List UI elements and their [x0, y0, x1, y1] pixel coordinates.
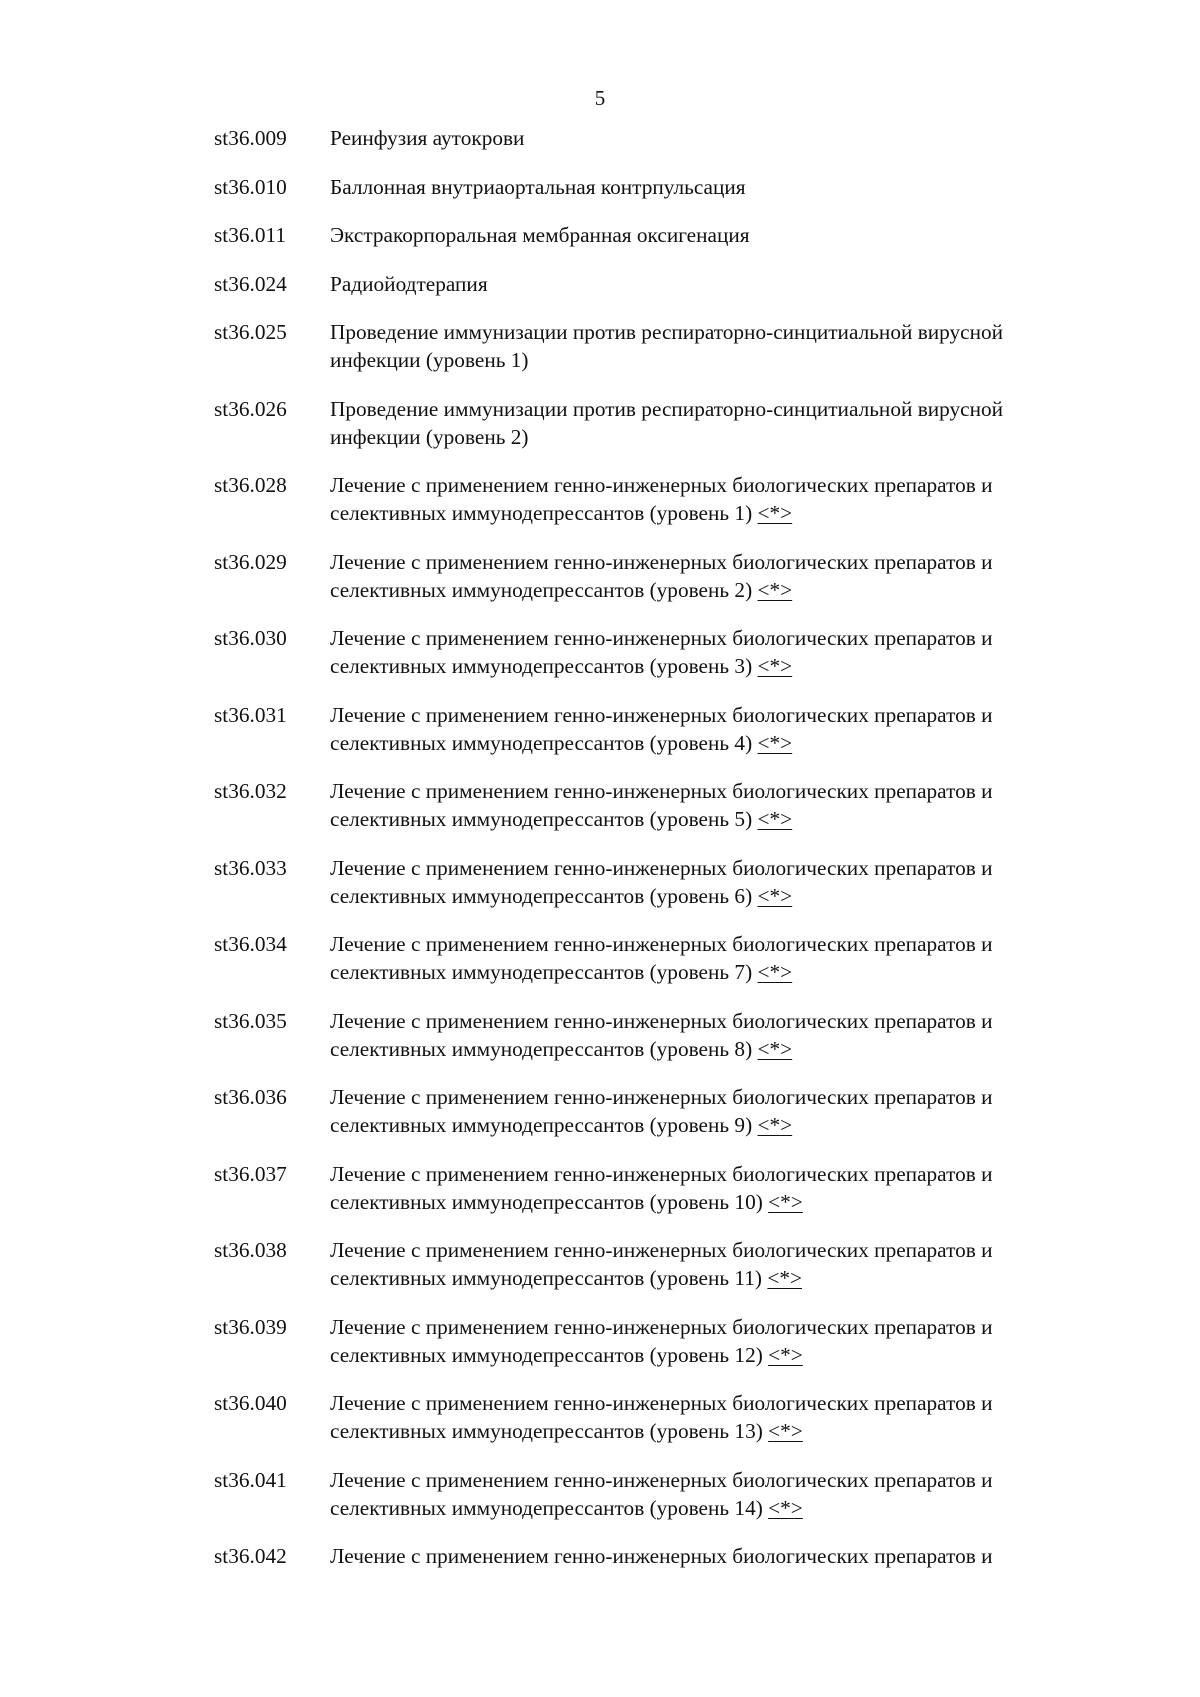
- entry-description-line: селективных иммунодепрессантов (уровень 13): [330, 1419, 763, 1443]
- entry-description: [330, 270, 1110, 298]
- entry-description-line: селективных иммунодепрессантов (уровень 4): [330, 730, 753, 755]
- entry-description-line: селективных иммунодепрессантов (уровень 1): [330, 501, 753, 525]
- entry-description-line: селективных иммунодепрессантов (уровень 7): [330, 960, 753, 984]
- entry-description: [330, 124, 1110, 152]
- entry-code: st36.030: [214, 626, 287, 650]
- entry-description: [330, 1466, 1110, 1522]
- entry-description-line: Реинфузия аутокрови: [330, 126, 525, 150]
- footnote-reference-link[interactable]: <*>: [757, 960, 793, 984]
- entry-code: st36.040: [214, 1391, 287, 1415]
- footnote-reference-link[interactable]: <*>: [757, 501, 793, 525]
- entry-code: st36.028: [214, 473, 287, 497]
- entry-list: [214, 124, 1114, 1591]
- entry-description-line: Лечение с применением генно-инженерных биологических препаратов и: [330, 855, 993, 880]
- entry-description-line: селективных иммунодепрессантов (уровень 3): [330, 654, 753, 678]
- entry-description: [330, 930, 1110, 986]
- page-number: 5: [594, 86, 606, 110]
- entry-description-line: Лечение с применением генно-инженерных биологических препаратов и: [330, 1008, 993, 1033]
- list-item: [214, 221, 1114, 249]
- entry-description-line: Лечение с применением генно-инженерных биологических препаратов и: [330, 1391, 993, 1415]
- entry-description-line: селективных иммунодепрессантов (уровень 10): [330, 1189, 763, 1214]
- entry-description-line: Лечение с применением генно-инженерных биологических препаратов и: [330, 549, 993, 574]
- entry-description-line: инфекции (уровень 2): [330, 424, 529, 449]
- entry-description-line: селективных иммунодепрессантов (уровень 14): [330, 1495, 763, 1520]
- list-item: [214, 930, 1114, 986]
- entry-description-line: Баллонная внутриаортальная контрпульсация: [330, 174, 746, 199]
- list-item: [214, 173, 1114, 201]
- entry-description-line: селективных иммунодепрессантов (уровень 8): [330, 1036, 753, 1061]
- entry-code: st36.031: [214, 702, 287, 727]
- list-item: [214, 624, 1114, 680]
- entry-code: st36.037: [214, 1161, 287, 1186]
- footnote-reference-link[interactable]: <*>: [757, 883, 793, 908]
- entry-code: st36.035: [214, 1008, 287, 1033]
- entry-description-line: селективных иммунодепрессантов (уровень 12): [330, 1342, 763, 1367]
- entry-description-line: инфекции (уровень 1): [330, 348, 529, 372]
- entry-description-line: Проведение иммунизации против респираторно-синцитиальной вирусной: [330, 320, 1004, 344]
- footnote-reference-link[interactable]: <*>: [757, 1113, 793, 1137]
- entry-description-line: Лечение с применением генно-инженерных биологических препаратов и: [330, 1467, 993, 1492]
- entry-code: st36.032: [214, 779, 287, 803]
- entry-description: [330, 1160, 1110, 1216]
- entry-description: [330, 777, 1110, 833]
- entry-code: st36.011: [214, 223, 286, 247]
- list-item: [214, 395, 1114, 451]
- entry-description-line: селективных иммунодепрессантов (уровень 11): [330, 1266, 763, 1290]
- footnote-reference-link[interactable]: <*>: [768, 1495, 803, 1520]
- entry-description: [330, 1083, 1110, 1139]
- list-item: [214, 1007, 1114, 1063]
- entry-code: st36.036: [214, 1085, 287, 1109]
- entry-description-line: селективных иммунодепрессантов (уровень 9): [330, 1113, 753, 1137]
- entry-description-line: Лечение с применением генно-инженерных биологических препаратов и: [330, 932, 993, 956]
- list-item: [214, 1389, 1114, 1445]
- footnote-reference-link[interactable]: <*>: [757, 577, 793, 602]
- entry-description-line: Лечение с применением генно-инженерных биологических препаратов и: [330, 779, 993, 803]
- list-item: [214, 1466, 1114, 1522]
- list-item: [214, 777, 1114, 833]
- list-item: [214, 1236, 1114, 1292]
- footnote-reference-link[interactable]: <*>: [757, 730, 793, 755]
- entry-code: st36.034: [214, 932, 287, 956]
- footnote-reference-link[interactable]: <*>: [768, 1189, 803, 1214]
- list-item: [214, 854, 1114, 910]
- entry-description: [330, 1007, 1110, 1063]
- entry-code: st36.024: [214, 271, 287, 296]
- entry-description-line: Лечение с применением генно-инженерных биологических препаратов и: [330, 473, 993, 497]
- footnote-reference-link[interactable]: <*>: [768, 1342, 803, 1367]
- list-item: [214, 1313, 1114, 1369]
- list-item: [214, 548, 1114, 604]
- list-item: [214, 471, 1114, 527]
- entry-description-line: Лечение с применением генно-инженерных биологических препаратов и: [330, 626, 993, 650]
- list-item: [214, 1160, 1114, 1216]
- entry-description-line: Лечение с применением генно-инженерных биологических препаратов и: [330, 1085, 993, 1109]
- entry-code: st36.041: [214, 1467, 287, 1492]
- list-item: [214, 1083, 1114, 1139]
- entry-description-line: селективных иммунодепрессантов (уровень 5): [330, 807, 753, 831]
- entry-code: st36.039: [214, 1314, 287, 1339]
- entry-code: st36.025: [214, 320, 287, 344]
- entry-code: st36.009: [214, 126, 287, 150]
- entry-description-line: селективных иммунодепрессантов (уровень 6): [330, 883, 753, 908]
- entry-description: [330, 624, 1110, 680]
- entry-description: [330, 548, 1110, 604]
- footnote-reference-link[interactable]: <*>: [757, 1036, 793, 1061]
- entry-description: [330, 1542, 1110, 1570]
- entry-code: st36.026: [214, 396, 287, 421]
- entry-description-line: Лечение с применением генно-инженерных биологических препаратов и: [330, 702, 993, 727]
- entry-description-line: Лечение с применением генно-инженерных биологических препаратов и: [330, 1161, 993, 1186]
- entry-description: [330, 173, 1110, 201]
- entry-code: st36.038: [214, 1238, 287, 1262]
- list-item: [214, 1542, 1114, 1570]
- entry-code: st36.029: [214, 549, 287, 574]
- footnote-reference-link[interactable]: <*>: [757, 807, 793, 831]
- entry-description: [330, 471, 1110, 527]
- list-item: [214, 318, 1114, 374]
- entry-description-line: Экстракорпоральная мембранная оксигенация: [330, 223, 750, 247]
- entry-description-line: селективных иммунодепрессантов (уровень 2): [330, 577, 753, 602]
- entry-description: [330, 1236, 1110, 1292]
- entry-description: [330, 395, 1110, 451]
- entry-description-line: Лечение с применением генно-инженерных биологических препаратов и: [330, 1238, 993, 1262]
- entry-description: [330, 1389, 1110, 1445]
- entry-description-line: Лечение с применением генно-инженерных биологических препаратов и: [330, 1314, 993, 1339]
- entry-description-line: Радиойодтерапия: [330, 271, 488, 296]
- footnote-reference-link[interactable]: <*>: [768, 1419, 803, 1443]
- entry-code: st36.010: [214, 174, 287, 199]
- entry-description: [330, 701, 1110, 757]
- entry-description-line: Лечение с применением генно-инженерных биологических препаратов и: [330, 1544, 993, 1568]
- footnote-reference-link[interactable]: <*>: [767, 1266, 803, 1290]
- entry-code: st36.033: [214, 855, 287, 880]
- entry-code: st36.042: [214, 1544, 287, 1568]
- list-item: [214, 701, 1114, 757]
- list-item: [214, 270, 1114, 298]
- entry-description: [330, 854, 1110, 910]
- footnote-reference-link[interactable]: <*>: [757, 654, 793, 678]
- entry-description: [330, 318, 1110, 374]
- entry-description-line: Проведение иммунизации против респираторно-синцитиальной вирусной: [330, 396, 1004, 421]
- entry-description: [330, 1313, 1110, 1369]
- list-item: [214, 124, 1114, 152]
- entry-description: [330, 221, 1110, 249]
